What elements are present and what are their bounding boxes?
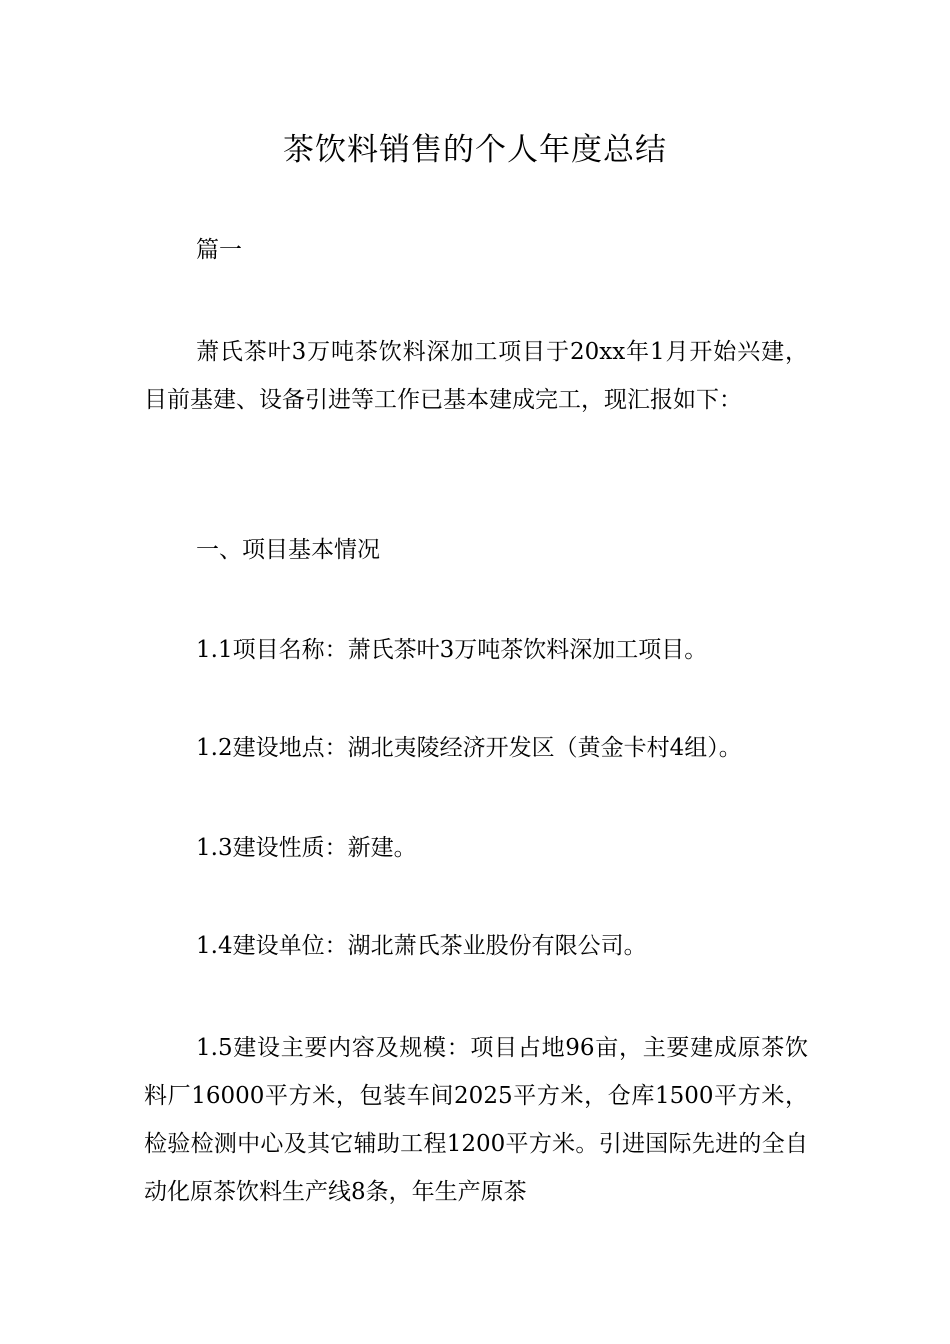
item-project-name: 1.1项目名称：萧氏茶叶3万吨茶饮料深加工项目。	[196, 637, 708, 663]
intro-paragraph: 萧氏茶叶3万吨茶饮料深加工项目于20xx年1月开始兴建，目前基建、设备引进等工作已基本建成完工，现汇报如下：	[144, 339, 808, 413]
section-heading-basic-info: 一、项目基本情况	[196, 537, 380, 563]
item-construction-scope: 1.5建设主要内容及规模：项目占地96亩，主要建成原茶饮料厂16000平方米，包装车间2025平方米，仓库1500平方米，检验检测中心及其它辅助工程1200平方米。引进国际先进的全自动化原茶饮料生产线8条，年生产原茶	[144, 1035, 808, 1205]
item-construction-unit: 1.4建设单位：湖北萧氏茶业股份有限公司。	[196, 933, 647, 959]
item-construction-site: 1.2建设地点：湖北夷陵经济开发区（黄金卡村4组）。	[196, 735, 742, 761]
section-label: 篇一	[196, 237, 242, 263]
document-title: 茶饮料销售的个人年度总结	[283, 132, 667, 168]
item-construction-nature: 1.3建设性质：新建。	[196, 835, 417, 861]
